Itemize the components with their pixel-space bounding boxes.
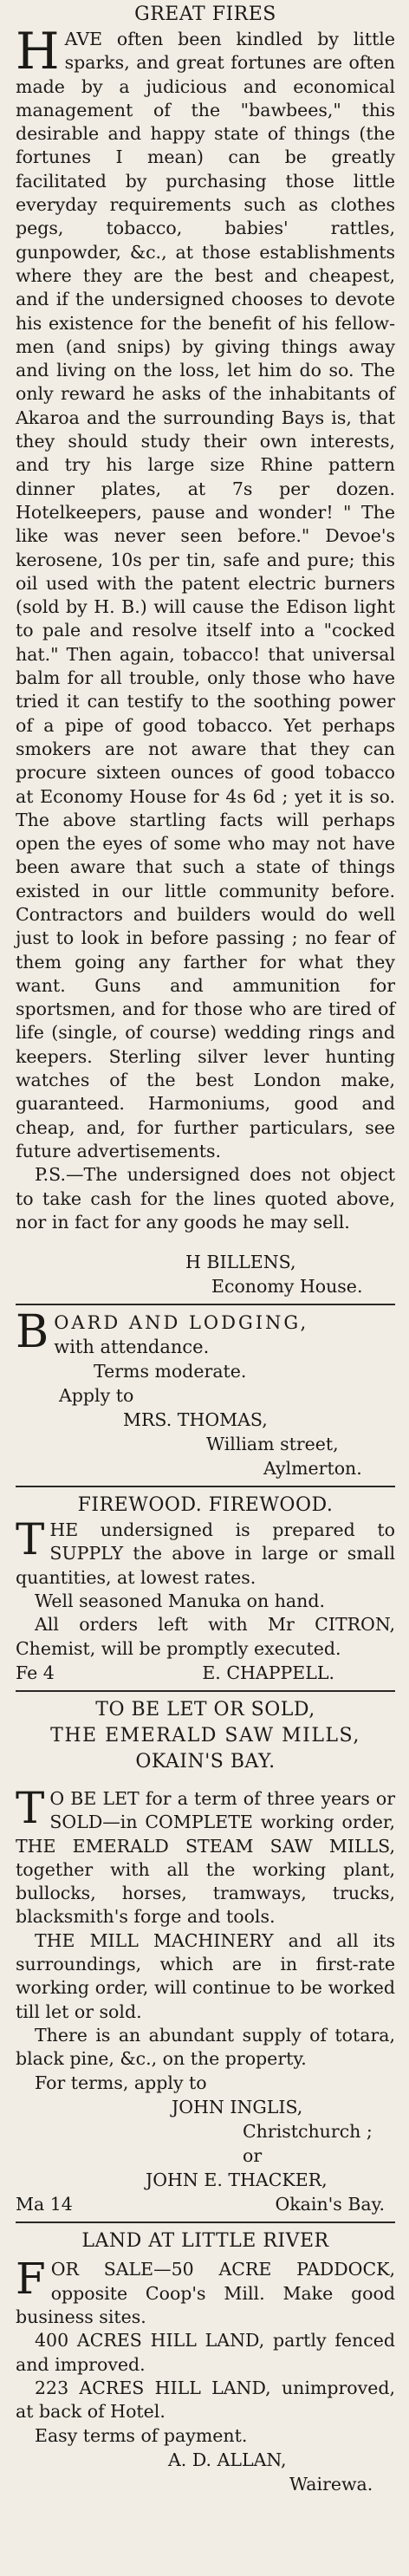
ad-contact-name: JOHN INGLIS, <box>172 2097 303 2118</box>
ad-title: LAND AT LITTLE RIVER <box>81 2230 329 2253</box>
ad-signature: E. CHAPPELL. <box>202 1662 334 1683</box>
ad-title: FIREWOOD. FIREWOOD. <box>77 1494 334 1517</box>
ad-heading <box>16 1306 395 1359</box>
ad-body <box>16 2254 395 2329</box>
drop-cap: T <box>16 1782 45 1833</box>
ad-footer <box>16 2192 395 2216</box>
ad-title: TO BE LET OR SOLD, <box>95 1698 315 1721</box>
ad-postscript: P.S.—The undersigned does not object to take cash for the lines quoted above, nor in fact for any goods he may sell. <box>16 1164 395 1233</box>
drop-cap: F <box>16 2254 46 2305</box>
divider <box>16 1690 395 1692</box>
drop-cap: T <box>16 1514 45 1565</box>
divider <box>16 1486 395 1487</box>
ad-signature-place: Wairewa. <box>289 2473 373 2495</box>
ad-body-text: O BE LET for a term of three years or SOLD—in COMPLETE working order, THE EMERALD STEAM SAW MILLS, together with all the working plant, bullocks, horses, tramways, trucks, blacksmith's forge and tools. <box>16 1787 395 1928</box>
ad-title: GREAT FIRES <box>134 3 276 25</box>
ad-land-little-river <box>16 2228 395 2495</box>
ad-firewood <box>16 1493 395 1685</box>
drop-cap: B <box>16 1306 49 1359</box>
ad-contact-place: Christchurch ; or <box>243 2121 373 2167</box>
ad-body <box>16 22 395 1163</box>
ad-subtitle: with attendance. <box>54 1337 210 1358</box>
ad-line: All orders left with Mr CITRON, Chemist, will be promptly executed. <box>16 1614 395 1659</box>
ad-great-fires <box>16 0 395 1298</box>
ad-date: Ma 14 <box>16 2194 73 2215</box>
ad-line: THE MILL MACHINERY and all its surroundings, which are in first-rate working order, will continue to be worked till let or sold. <box>16 1929 395 2022</box>
ad-contact-name: MRS. THOMAS, <box>123 1409 268 1431</box>
ad-signature: A. D. ALLAN, <box>168 2449 287 2470</box>
ad-title: OARD AND LODGING, <box>54 1312 309 1334</box>
ad-contact-name: JOHN E. THACKER, <box>146 2169 328 2191</box>
divider <box>16 2221 395 2223</box>
ad-emerald-mills <box>16 1697 395 2217</box>
ad-line: Well seasoned Manuka on hand. <box>35 1590 325 1612</box>
ad-contact-street: William street, <box>206 1434 339 1455</box>
ad-contact-place: Okain's Bay. <box>275 2194 385 2215</box>
ad-body-text: AVE often been kindled by little sparks, and great fortunes are often made by a judicious and economical management of the "bawbees," this desirable and happy state of things (the fortunes I mean) can be greatly facilitated by purchasing those little everyday requirements such as clothes pegs, tobacco, babies' rattles, gunpowder, &c., at those establishments where they are the best and cheapest, and if the undersigned chooses to devote his existence for the benefit of his fellow-men (and snips) by giving things away and living on the loss, let him do so. The only reward he asks of the inhabitants of Akaroa and the surrounding Bays is, that they should study their own interests, and try his large size Rhine pattern dinner plates, at 7s per dozen. Hotelkeepers, pause and wonder! " The like was never seen before." Devoe's kerosene, 10s per tin, safe and pure; this oil used with the patent electric burners (sold by H. B.) will cause the Edison light to pale and resolve itself into a "cocked hat." Then again, tobacco! that universal balm for all trouble, only those who have tried it can testify to the soothing power of a pipe of good tobacco. Yet perhaps smokers are not aware that they can procure sixteen ounces of good tobacco at Economy House for 4s 6d ; yet it is so. The above startling facts will perhaps open the eyes of some who may not have been aware that such a state of things existed in our little community before. Contractors and builders would do well just to look in before passing ; no fear of them going any farther for what they want. Guns and ammunition for sportsmen, and for those who are tired of life (single, of course) wedding rings and keepers. Sterling silver lever hunting watches of the best London make, guaranteed. Harmoniums, good and cheap, and, for further particulars, see future advertisements. <box>16 29 395 1161</box>
drop-cap: H <box>16 22 60 81</box>
ad-signature-name: H BILLENS, <box>185 1252 296 1273</box>
ad-apply: Apply to <box>59 1385 134 1407</box>
ad-contact-town: Aylmerton. <box>263 1458 362 1480</box>
ad-body-text: HE undersigned is prepared to SUPPLY the above in large or small quantities, at lowest rates. <box>16 1519 395 1588</box>
ad-body <box>16 1782 395 1929</box>
ad-terms: For terms, apply to <box>35 2072 207 2094</box>
ad-terms: Terms moderate. <box>94 1361 247 1382</box>
ad-line: 400 ACRES HILL LAND, partly fenced and improved. <box>16 2330 395 2375</box>
ad-title: OKAIN'S BAY. <box>135 1750 276 1773</box>
ad-body-text: OR SALE—50 ACRE PADDOCK, opposite Coop's Mill. Make good business sites. <box>16 2259 395 2328</box>
ad-line: Easy terms of payment. <box>35 2424 248 2446</box>
ad-board-lodging <box>16 1306 395 1480</box>
ad-line: 223 ACRES HILL LAND, unimproved, at back of Hotel. <box>16 2377 395 2423</box>
ad-body <box>16 1514 395 1590</box>
ad-footer <box>16 1661 395 1685</box>
ad-title: THE EMERALD SAW MILLS, <box>50 1724 360 1747</box>
ad-signature-place: Economy House. <box>211 1276 363 1298</box>
divider <box>16 1304 395 1305</box>
ad-line: There is an abundant supply of totara, black pine, &c., on the property. <box>16 2024 395 2070</box>
ad-date: Fe 4 <box>16 1662 55 1683</box>
